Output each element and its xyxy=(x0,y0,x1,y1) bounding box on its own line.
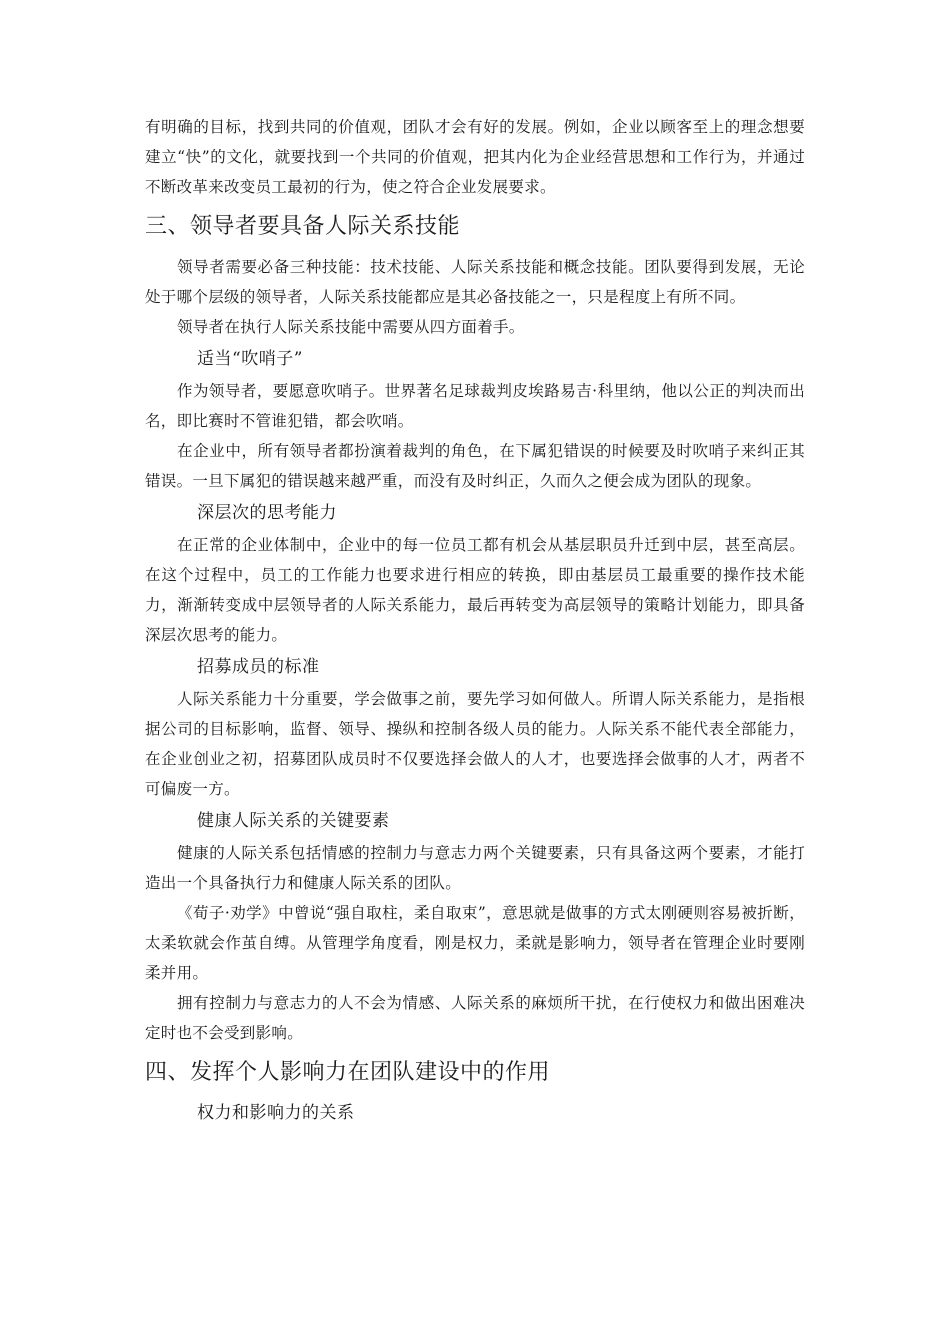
subheading-power: 权力和影响力的关系 xyxy=(197,1103,355,1123)
subheading-thinking: 深层次的思考能力 xyxy=(197,503,337,523)
whistle-paragraph-2: 在企业中，所有领导者都扮演着裁判的角色，在下属犯错误的时候要及时吹哨子来纠正其错误。一旦下属犯的错误越来越严重，而没有及时纠正，久而久之便会成为团队的现象。 xyxy=(145,442,805,490)
health-paragraph-2: 《荀子·劝学》中曾说“强自取柱，柔自取束”，意思就是做事的方式太刚硬则容易被折断，太柔软就会作茧自缚。从管理学角度看，刚是权力，柔就是影响力，领导者在管理企业时要刚柔并用。 xyxy=(145,904,805,982)
section-heading-4: 四、发挥个人影响力在团队建设中的作用 xyxy=(145,1060,551,1085)
subheading-health: 健康人际关系的关键要素 xyxy=(197,811,390,831)
health-paragraph-3: 拥有控制力与意志力的人不会为情感、人际关系的麻烦所干扰，在行使权力和做出困难决定时也不会受到影响。 xyxy=(145,994,805,1042)
subheading-recruit: 招募成员的标准 xyxy=(197,657,320,677)
intro-paragraph: 有明确的目标，找到共同的价值观，团队才会有好的发展。例如，企业以顾客至上的理念想要建立“快”的文化，就要找到一个共同的价值观，把其内化为企业经营思想和工作行为，并通过不断改革来改变员工最初的行为，使之符合企业发展要求。 xyxy=(145,118,805,196)
thinking-paragraph-1: 在正常的企业体制中，企业中的每一位员工都有机会从基层职员升迁到中层，甚至高层。在这个过程中，员工的工作能力也要求进行相应的转换，即由基层员工最重要的操作技术能力，渐渐转变成中层领导者的人际关系能力，最后再转变为高层领导的策略计划能力，即具备深层次思考的能力。 xyxy=(145,536,805,644)
section-heading-3: 三、领导者要具备人际关系技能 xyxy=(145,214,461,239)
whistle-paragraph-1: 作为领导者，要愿意吹哨子。世界著名足球裁判皮埃路易吉·科里纳，他以公正的判决而出名，即比赛时不管谁犯错，都会吹哨。 xyxy=(145,382,805,430)
section3-paragraph-1: 领导者需要必备三种技能：技术技能、人际关系技能和概念技能。团队要得到发展，无论处于哪个层级的领导者，人际关系技能都应是其必备技能之一，只是程度上有所不同。 xyxy=(145,258,805,306)
section3-paragraph-2: 领导者在执行人际关系技能中需要从四方面着手。 xyxy=(177,318,525,336)
document-body xyxy=(145,112,805,1130)
recruit-paragraph-1: 人际关系能力十分重要，学会做事之前，要先学习如何做人。所谓人际关系能力，是指根据公司的目标影响，监督、领导、操纵和控制各级人员的能力。人际关系不能代表全部能力，在企业创业之初，招募团队成员时不仅要选择会做人的人才，也要选择会做事的人才，两者不可偏废一方。 xyxy=(145,690,805,798)
health-paragraph-1: 健康的人际关系包括情感的控制力与意志力两个关键要素，只有具备这两个要素，才能打造出一个具备执行力和健康人际关系的团队。 xyxy=(145,844,805,892)
subheading-whistle: 适当“吹哨子” xyxy=(197,349,303,369)
